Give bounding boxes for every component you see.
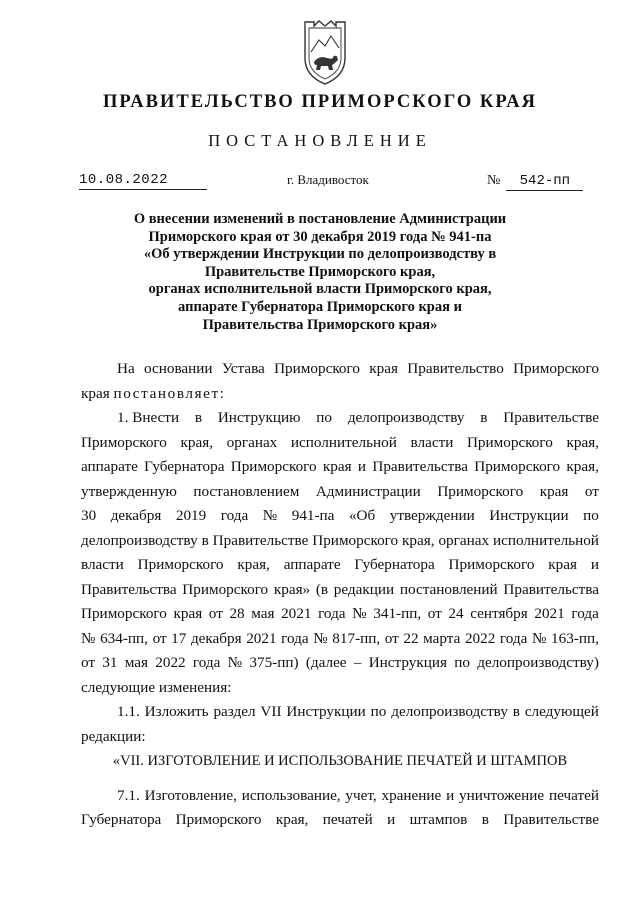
word: Правительстве (503, 409, 599, 426)
word: 22 (403, 629, 419, 647)
word: Устава (221, 360, 265, 377)
subject-line: аппарате Губернатора Приморского края и (178, 298, 462, 315)
body-line: редакции: (81, 727, 146, 745)
word: по (454, 654, 470, 671)
word: 375-пп) (249, 654, 299, 671)
word: Правительство (407, 360, 504, 377)
word: края, (566, 433, 599, 451)
word: края (369, 360, 398, 377)
word: года (571, 605, 599, 622)
word: Приморского (312, 531, 399, 549)
word: от (427, 605, 442, 622)
word: печатей (548, 786, 599, 804)
word: в (194, 409, 203, 426)
document-subject (80, 211, 560, 334)
word: 28 (229, 605, 245, 622)
word: власти (81, 556, 124, 573)
word: 2021 (534, 605, 565, 622)
word: № (262, 507, 278, 524)
word: Приморского (437, 482, 524, 500)
government-title: ПРАВИТЕЛЬСТВО ПРИМОРСКОГО КРАЯ (102, 92, 537, 112)
word: в (512, 703, 520, 720)
word: VII (260, 703, 282, 720)
body-line (81, 651, 599, 676)
word: раздел (213, 703, 256, 720)
word: хранение (381, 786, 442, 804)
word: (в (315, 580, 329, 598)
word: Правительстве (503, 811, 599, 828)
word: – (353, 654, 362, 671)
subject-line: Приморского края от 30 декабря 2019 года № 941-па (148, 228, 492, 245)
word: штампов (409, 811, 468, 828)
word: декабря (110, 507, 162, 524)
word: года (192, 654, 221, 671)
word: Правительства (81, 580, 177, 598)
body-line (81, 480, 599, 505)
word: следующей (524, 703, 599, 720)
word: 2022 (464, 629, 496, 647)
word: основании (144, 360, 213, 377)
word: края, (180, 433, 214, 451)
word: «Об (348, 507, 376, 524)
word: мая (251, 605, 275, 622)
coat-of-arms-icon (299, 18, 351, 86)
word: Изготовление, (144, 786, 237, 804)
word: в (481, 811, 489, 828)
word: 634-пп, (100, 629, 148, 647)
word: и (446, 786, 455, 804)
word: использование, (241, 786, 341, 804)
word: Приморского (466, 433, 553, 451)
word: Приморского (448, 556, 535, 573)
word: делопроизводству (81, 531, 198, 549)
word: в (480, 409, 488, 426)
word: постановлением (193, 482, 300, 500)
word: № (81, 629, 96, 647)
word: № (313, 629, 328, 647)
word: Правительства (372, 458, 468, 475)
word: Приморского (182, 580, 269, 598)
word: края (548, 556, 577, 573)
word: Правительстве (212, 531, 309, 549)
word: 1. Внести (117, 409, 180, 426)
body-text: края (81, 384, 110, 402)
word: края, (566, 458, 599, 475)
word: от (81, 654, 96, 671)
word: Приморского (81, 433, 167, 451)
word: декабря (190, 629, 242, 647)
word: Инструкция (368, 654, 447, 671)
body-line (81, 700, 599, 725)
word: 24 (448, 605, 464, 622)
word: Губернатора (81, 811, 162, 828)
subject-line: Правительстве Приморского края, (204, 263, 436, 280)
word: аппарате (81, 458, 138, 475)
subject-line: органах исполнительной власти Приморского края, (148, 281, 492, 298)
word: 1.1. (117, 703, 140, 720)
body-line (81, 578, 599, 603)
document-body (81, 357, 599, 833)
word: Приморского (137, 556, 224, 573)
word: мая (124, 654, 148, 671)
word: года (220, 507, 249, 524)
word: года (499, 629, 528, 647)
document-meta (0, 171, 640, 193)
word: делопроизводству (391, 703, 508, 720)
word: Приморского (81, 605, 167, 622)
body-line (81, 602, 599, 627)
word: от (584, 482, 599, 500)
word: 2019 (175, 507, 207, 524)
word: Приморского (175, 811, 262, 828)
word: края, (275, 811, 309, 828)
word: от (152, 629, 167, 647)
word: 941-па (291, 507, 335, 524)
word: края (322, 458, 352, 475)
word: Инструкции (489, 507, 569, 524)
word: Инструкции (286, 703, 366, 720)
word: 31 (102, 654, 118, 671)
subject-line: «Об утверждении Инструкции по делопроизводству в (143, 246, 497, 263)
body-line (81, 553, 599, 578)
body-text-spaced: постановляет: (113, 384, 226, 402)
word: 7.1. (117, 786, 140, 804)
body-line (81, 627, 599, 652)
spacer (81, 774, 599, 784)
word: по (370, 703, 387, 720)
word: Приморского (274, 360, 360, 377)
word: Инструкцию (217, 409, 301, 426)
word: края» (273, 580, 311, 598)
subject-line: О внесении изменений в постановление Администрации (133, 211, 507, 227)
word: утверждении (389, 507, 475, 524)
word: марта (423, 629, 461, 647)
word: органах (438, 531, 490, 549)
word: власти (410, 433, 454, 451)
body-line (81, 529, 599, 554)
word: в (201, 531, 209, 549)
document-number (487, 171, 583, 191)
word: края, (402, 531, 435, 549)
word: по (316, 409, 333, 426)
body-line: следующие изменения: (81, 678, 232, 696)
word: 2022 (155, 654, 186, 671)
word: и (590, 556, 599, 573)
word: делопроизводству (347, 409, 465, 426)
body-line (81, 455, 599, 480)
word: от (208, 605, 223, 622)
word: органах (226, 433, 278, 451)
word: 30 (81, 507, 97, 524)
word: Приморского (474, 458, 561, 475)
subject-line: Правительства Приморского края» (202, 316, 438, 333)
body-line (81, 808, 599, 833)
word: и (357, 458, 367, 475)
word: 2021 (246, 629, 277, 647)
body-line (81, 382, 599, 407)
document-date: 10.08.2022 (79, 171, 207, 190)
word: исполнительной (290, 433, 397, 451)
word: края (539, 482, 569, 500)
word: № (352, 605, 367, 622)
word: Губернатора (144, 458, 225, 475)
word: постановлений (399, 580, 498, 598)
word: 2021 (281, 605, 312, 622)
word: года (318, 605, 346, 622)
body-line (81, 406, 599, 431)
number-sign: № (487, 173, 501, 188)
body-line (81, 784, 599, 809)
word: Приморского (513, 360, 599, 377)
word: 163-пп, (551, 629, 599, 647)
word: № (531, 629, 547, 647)
word: делопроизводству) (477, 654, 599, 671)
word: Приморского (230, 458, 317, 475)
body-line (81, 504, 599, 529)
word: утвержденную (81, 482, 177, 500)
body-line (81, 431, 599, 456)
word: и (387, 811, 396, 828)
word: Администрации (315, 482, 421, 500)
section-heading: «VII. ИЗГОТОВЛЕНИЕ И ИСПОЛЬЗОВАНИЕ ПЕЧАТЕЙ И ШТАМПОВ (112, 753, 568, 769)
word: года (281, 629, 309, 647)
word: Губернатора (354, 556, 435, 573)
word: Изложить (144, 703, 209, 720)
word: печатей (322, 811, 373, 828)
word: Правительства (503, 580, 599, 598)
word: уничтожение (459, 786, 545, 804)
word: края (173, 605, 203, 622)
word: 17 (171, 629, 187, 647)
body-line (81, 357, 599, 382)
word: № (227, 654, 243, 671)
document-city: г. Владивосток (287, 172, 369, 187)
word: края, (237, 556, 270, 573)
word: 817-пп, (332, 629, 381, 647)
word: редакции (333, 580, 395, 598)
word: сентября (470, 605, 528, 622)
word: учет, (345, 786, 377, 804)
word: исполнительной (492, 531, 599, 549)
document-type: ПОСТАНОВЛЕНИЕ (208, 131, 432, 150)
word: (далее (305, 654, 347, 671)
word: от (384, 629, 399, 647)
word: На (117, 360, 135, 377)
word: по (583, 507, 599, 524)
word: 341-пп, (373, 605, 422, 622)
word: аппарате (283, 556, 341, 573)
number-value: 542-пп (506, 172, 583, 191)
